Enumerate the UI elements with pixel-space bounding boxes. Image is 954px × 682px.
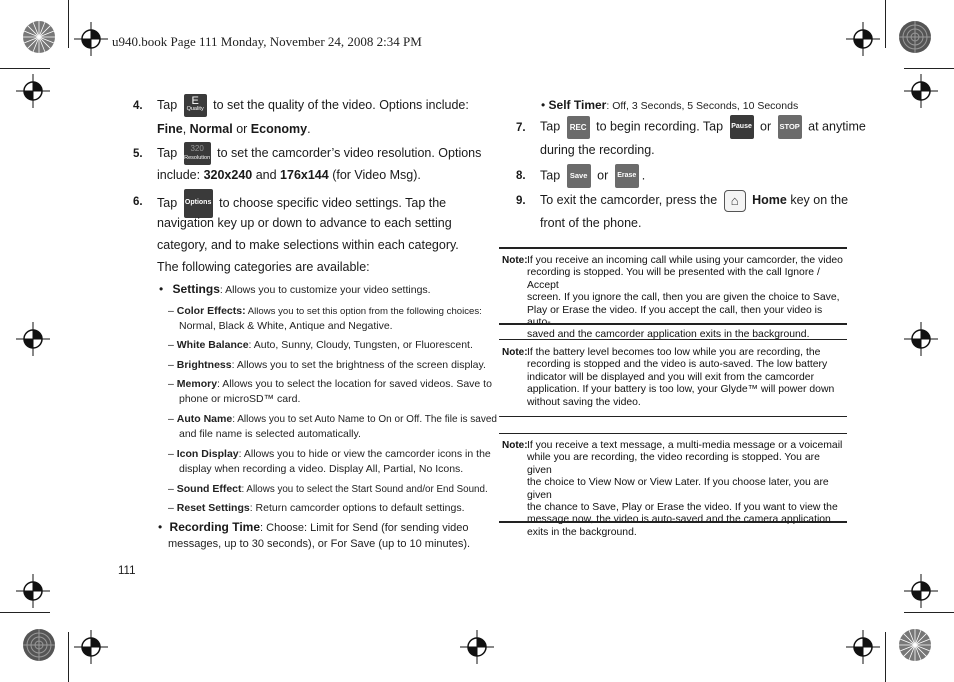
note-line: without saving the video.	[527, 396, 641, 408]
step-number: 7.	[516, 122, 526, 134]
note-rule	[499, 339, 847, 340]
crop-line	[68, 632, 69, 682]
crop-line	[885, 632, 886, 682]
sub-item-color-effects	[168, 304, 482, 334]
home-key-label: Home	[752, 193, 787, 207]
bullet: •	[158, 520, 163, 534]
step-text: to begin recording. Tap	[596, 119, 724, 134]
step-number: 4.	[133, 100, 143, 112]
step-text: Tap	[157, 146, 178, 160]
step-text: to set the camcorder’s video resolution. Options	[217, 146, 482, 160]
note-line: Play or Erase the video. If you accept the call, then your video is auto-	[527, 304, 823, 329]
note-label: Note:	[502, 347, 528, 358]
crosshair-target-bottom-1	[74, 630, 108, 669]
sub-label: Color Effects:	[176, 305, 246, 317]
quality-icon	[184, 94, 207, 117]
sub-label: White Balance	[176, 339, 249, 351]
crop-line	[0, 68, 50, 69]
option-economy: Economy	[250, 122, 308, 136]
sub-item-icon-display	[168, 447, 491, 477]
step-text: to set the quality of the video. Options include:	[213, 98, 469, 112]
note-line: while you are recording, the video recording is stopped. You are given	[527, 452, 820, 476]
icon-label: Save	[569, 171, 588, 180]
sub-desc: : Auto, Sunny, Cloudy, Tungsten, or Fluorescent.	[248, 339, 473, 351]
crosshair-target-top-2	[846, 22, 880, 61]
recording-time-label: Recording Time	[169, 520, 261, 534]
note-rule	[499, 323, 847, 325]
settings-label: Settings	[172, 282, 220, 296]
dash: –	[168, 339, 174, 351]
crop-line	[68, 0, 69, 48]
crosshair-target-left-3	[16, 574, 50, 613]
self-timer-bullet	[541, 98, 798, 114]
step-text: key on the	[786, 193, 849, 207]
sub-item-white-balance	[168, 338, 473, 353]
dash: –	[168, 448, 174, 460]
note-line: screen. If you ignore the call, then you are given the choice to Save,	[527, 292, 840, 304]
page-number: 111	[118, 565, 136, 577]
crop-line	[904, 612, 954, 613]
step-text: to choose specific video settings. Tap the	[219, 195, 447, 210]
sub-desc: : Allows you to set the brightness of the screen display.	[231, 359, 486, 371]
icon-label: REC	[569, 122, 587, 132]
step-text: or	[597, 168, 609, 183]
step-text: Tap	[157, 98, 178, 112]
step-7	[540, 115, 866, 139]
sub-item-memory	[168, 377, 492, 407]
note-line: saved and the camcorder application exits in the background.	[527, 329, 810, 341]
sub-label: Sound Effect	[176, 483, 242, 495]
registration-mark-top-right	[898, 20, 932, 54]
sub-desc: : Allows you to hide or view the camcorder icons in the	[238, 448, 491, 460]
dash: –	[168, 378, 174, 390]
recording-time-bullet	[158, 520, 469, 536]
dash: –	[168, 305, 174, 317]
note-body	[527, 347, 847, 409]
step-8	[540, 164, 645, 188]
crosshair-target-right-1	[904, 74, 938, 113]
step-number: 5.	[133, 148, 143, 160]
sub-desc: Normal, Black & White, Antique and Negative.	[179, 320, 393, 332]
sub-desc: Allows you to set this option from the following choices:	[245, 306, 482, 317]
step-text: during the recording.	[540, 143, 655, 157]
icon-label: 320	[190, 144, 204, 154]
icon-label: Options	[184, 199, 212, 206]
step-text: and	[252, 168, 281, 182]
sub-desc: : Allows you to select the Start Sound and/or End Sound.	[241, 484, 488, 495]
step-5	[157, 142, 481, 165]
crosshair-target-left-1	[16, 74, 50, 113]
note-line: recording is stopped and the video is auto-saved. The low battery	[527, 359, 828, 371]
period: .	[307, 122, 311, 136]
bullet: •	[541, 98, 546, 112]
icon-label: E	[191, 95, 199, 108]
note-line: If the battery level becomes too low while you are recording, the	[527, 347, 821, 358]
step-text: category, and to make selections within each category.	[157, 238, 459, 252]
separator: or	[232, 122, 251, 136]
separator: ,	[182, 122, 190, 136]
sub-label: Auto Name	[176, 413, 233, 425]
note-line: If you receive an incoming call while using your camcorder, the video	[527, 255, 843, 266]
option-176x144: 176x144	[280, 168, 329, 182]
sub-desc: : Return camcorder options to default settings.	[249, 502, 465, 514]
crosshair-target-bottom-2	[460, 630, 494, 669]
icon-label: Pause	[731, 123, 752, 130]
crop-line	[885, 0, 886, 48]
note-line: application. If your battery is too low, your Glyde™ will power down	[527, 384, 835, 396]
stop-icon	[778, 115, 802, 139]
step-text: The following categories are available:	[157, 260, 370, 274]
crosshair-target-top-1	[74, 22, 108, 61]
registration-mark-bottom-left	[22, 628, 56, 662]
crop-line	[0, 612, 50, 613]
record-icon	[567, 116, 590, 139]
step-number: 9.	[516, 195, 526, 207]
sub-label: Icon Display	[176, 448, 239, 460]
note-rule	[499, 433, 847, 434]
self-timer-desc: : Off, 3 Seconds, 5 Seconds, 10 Seconds	[606, 100, 799, 112]
step-9	[540, 189, 848, 212]
icon-label: Erase	[617, 172, 637, 179]
resolution-icon	[184, 142, 211, 165]
dash: –	[168, 502, 174, 514]
option-fine: Fine	[157, 122, 183, 136]
note-line: exits in the background.	[527, 526, 637, 538]
sub-item-auto-name	[168, 412, 497, 442]
step-text: or	[760, 119, 772, 134]
note-line: indicator will be displayed and you will exit from the camcorder	[527, 371, 815, 383]
step-4	[157, 94, 469, 117]
step-text: navigation key up or down to advance to each setting	[157, 216, 452, 230]
recording-time-desc: : Choose: Limit for Send (for sending video	[260, 522, 469, 534]
dash: –	[168, 413, 174, 425]
dash: –	[168, 483, 174, 495]
bullet: •	[159, 282, 164, 296]
crosshair-target-right-3	[904, 574, 938, 613]
note-rule-top	[499, 247, 847, 249]
note-line: the choice to View Now or View Later. If you choose later, you are given	[527, 477, 829, 501]
step-5-options	[157, 164, 421, 186]
dash: –	[168, 359, 174, 371]
note-line: the chance to Save, Play or Erase the video. If you want to view the	[527, 502, 838, 514]
option-320x240: 320x240	[203, 168, 253, 182]
crosshair-target-left-2	[16, 322, 50, 361]
sub-desc: : Allows you to select the location for saved videos. Save to	[217, 378, 492, 390]
sub-item-brightness	[168, 358, 486, 373]
note-line: If you receive a text message, a multi-media message or a voicemail	[527, 440, 843, 451]
save-icon	[567, 164, 591, 188]
sub-desc: display when recording a video. Display All, Partial, No Icons.	[179, 463, 464, 475]
step-number: 6.	[133, 196, 143, 208]
note-3	[499, 440, 847, 539]
note-1	[499, 255, 847, 342]
step-number: 8.	[516, 170, 526, 182]
note-2	[499, 347, 847, 409]
icon-sublabel: Quality	[186, 106, 204, 113]
step-text: (for Video Msg).	[328, 168, 421, 182]
note-body	[527, 440, 847, 539]
sub-desc: : Allows you to set Auto Name to On or Off. The file is saved	[232, 414, 497, 425]
note-label: Note:	[502, 440, 528, 451]
step-text: at anytime	[808, 119, 866, 134]
crosshair-target-bottom-3	[846, 630, 880, 669]
crop-line	[904, 68, 954, 69]
sub-item-reset-settings	[168, 501, 464, 516]
home-key-icon: ⌂	[724, 190, 746, 212]
note-body	[527, 255, 847, 342]
step-text: To exit the camcorder, press the	[540, 193, 718, 207]
icon-label: STOP	[779, 122, 800, 131]
settings-desc: : Allows you to customize your video settings.	[219, 284, 431, 296]
sub-label: Memory	[176, 378, 218, 390]
step-text: Tap	[157, 195, 178, 210]
sub-label: Reset Settings	[176, 502, 250, 514]
step-text: Tap	[540, 168, 561, 183]
step-text: Tap	[540, 119, 561, 134]
settings-bullet	[159, 282, 431, 298]
icon-sublabel: Resolution	[184, 155, 211, 162]
note-line: recording is stopped. You will be presented with the call Ignore / Accept	[527, 267, 820, 291]
print-header: u940.book Page 111 Monday, November 24, 2008 2:34 PM	[112, 34, 422, 49]
self-timer-label: Self Timer	[548, 98, 607, 112]
note-label: Note:	[502, 255, 528, 266]
sub-item-sound-effect	[168, 482, 488, 497]
note-rule	[499, 416, 847, 417]
registration-mark-bottom-right	[898, 628, 932, 662]
registration-mark-top-left	[22, 20, 56, 54]
recording-time-desc: messages, up to 30 seconds), or For Save (up to 10 minutes).	[168, 538, 471, 550]
step-text: include:	[157, 168, 204, 182]
step-text: front of the phone.	[540, 216, 642, 230]
sub-label: Brightness	[176, 359, 232, 371]
note-rule-bottom	[499, 521, 847, 523]
note-line: message now, the video is auto-saved and the camera application	[527, 514, 831, 526]
period: .	[641, 168, 646, 183]
crosshair-target-right-2	[904, 322, 938, 361]
erase-icon	[615, 164, 639, 188]
sub-desc: phone or microSD™ card.	[179, 393, 301, 405]
pause-icon	[730, 115, 754, 139]
sub-desc: and file name is selected automatically.	[179, 428, 361, 440]
step-4-options	[157, 118, 311, 140]
option-normal: Normal	[189, 122, 233, 136]
